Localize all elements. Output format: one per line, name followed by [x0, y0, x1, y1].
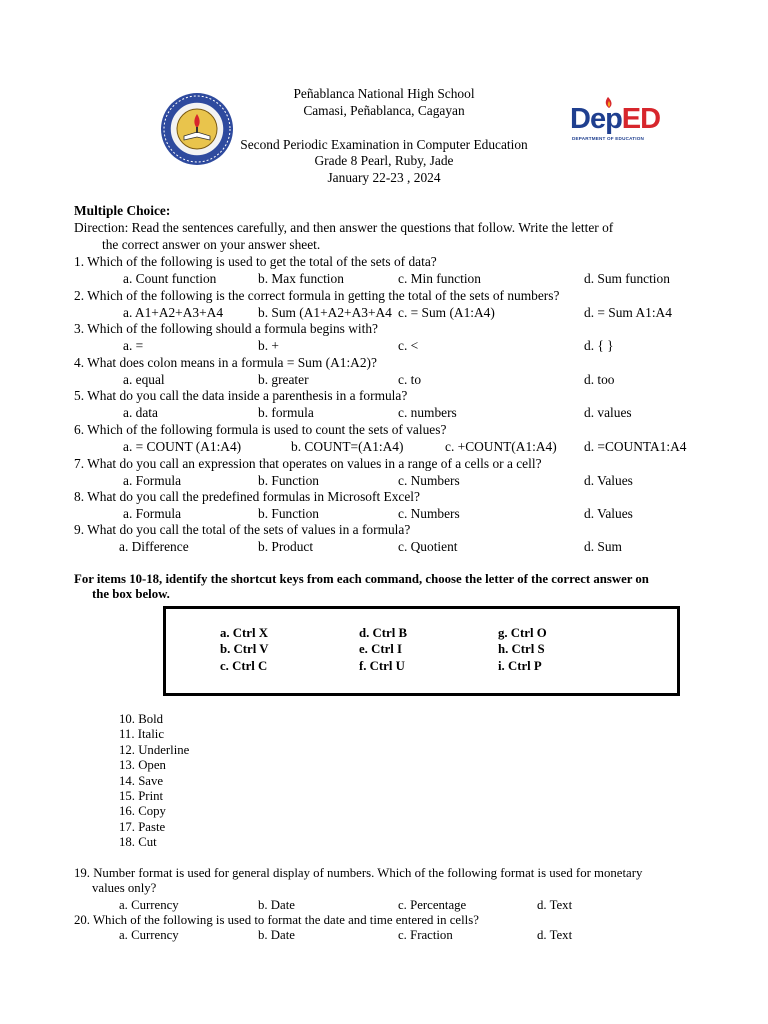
shortcut-instruction-line-1: For items 10-18, identify the shortcut keys from each command, choose the letter of the correct answer on: [74, 572, 649, 586]
school-address: Camasi, Peñablanca, Cagayan: [303, 103, 465, 118]
q19-option-c: c. Percentage: [398, 898, 467, 912]
direction-line-2: the correct answer on your answer sheet.: [102, 237, 321, 252]
question-19-line-2: values only?: [92, 881, 157, 895]
grade-sections: Grade 8 Pearl, Ruby, Jade: [314, 153, 454, 168]
q5-option-d: d. values: [584, 405, 632, 420]
question-6: 6. Which of the following formula is used to count the sets of values?: [74, 422, 447, 437]
q1-option-d: d. Sum function: [584, 271, 670, 286]
q7-option-a: a. Formula: [123, 473, 182, 488]
q8-option-a: a. Formula: [123, 506, 182, 521]
school-name: Peñablanca National High School: [293, 86, 475, 101]
q6-option-c: c. +COUNT(A1:A4): [445, 439, 557, 454]
q2-option-c: c. = Sum (A1:A4): [398, 305, 495, 320]
q2-option-d: d. = Sum A1:A4: [584, 305, 672, 320]
q19-option-a: a. Currency: [119, 898, 179, 912]
q1-option-c: c. Min function: [398, 271, 481, 286]
shortcut-item: 17. Paste: [119, 819, 166, 834]
q9-option-c: c. Quotient: [398, 539, 458, 554]
q20-option-a: a. Currency: [119, 928, 179, 942]
q19-option-d: d. Text: [537, 898, 573, 912]
q3-option-d: d. { }: [584, 338, 614, 353]
q20-option-c: c. Fraction: [398, 928, 453, 942]
question-20: 20. Which of the following is used to format the date and time entered in cells?: [74, 913, 479, 927]
q8-option-d: d. Values: [584, 506, 633, 521]
deped-subtitle: DEPARTMENT OF EDUCATION: [572, 136, 645, 141]
shortcut-option: h. Ctrl S: [498, 642, 545, 656]
q9-option-a: a. Difference: [119, 539, 189, 554]
q8-option-c: c. Numbers: [398, 506, 460, 521]
q6-option-b: b. COUNT=(A1:A4): [291, 439, 404, 454]
exam-title: Second Periodic Examination in Computer Education: [240, 137, 528, 152]
direction-line-1: Direction: Read the sentences carefully, and then answer the questions that follow. Write the letter of: [74, 220, 614, 235]
q19-option-b: b. Date: [258, 898, 295, 912]
q20-option-b: b. Date: [258, 928, 295, 942]
q4-option-d: d. too: [584, 372, 615, 387]
question-3: 3. Which of the following should a formula begins with?: [74, 321, 378, 336]
shortcut-item: 13. Open: [119, 758, 166, 773]
q3-option-a: a. =: [123, 338, 144, 353]
q4-option-c: c. to: [398, 372, 422, 387]
q5-option-a: a. data: [123, 405, 158, 420]
deped-logo: [568, 94, 674, 144]
question-8: 8. What do you call the predefined formulas in Microsoft Excel?: [74, 489, 420, 504]
question-9: 9. What do you call the total of the sets of values in a formula?: [74, 522, 411, 537]
shortcut-option: e. Ctrl I: [359, 642, 402, 656]
shortcut-item: 14. Save: [119, 773, 164, 788]
shortcut-instruction-line-2: the box below.: [92, 587, 170, 601]
q5-option-b: b. formula: [258, 405, 314, 420]
shortcut-item: 11. Italic: [119, 727, 165, 742]
question-19-line-1: 19. Number format is used for general display of numbers. Which of the following format is used for monetary: [74, 866, 643, 880]
q1-option-a: a. Count function: [123, 271, 217, 286]
section-title: Multiple Choice:: [74, 203, 171, 218]
shortcut-option: c. Ctrl C: [220, 659, 268, 673]
question-1: 1. Which of the following is used to get the total of the sets of data?: [74, 254, 437, 269]
q3-option-b: b. +: [258, 338, 279, 353]
shortcut-item: 10. Bold: [119, 712, 164, 726]
shortcut-option: g. Ctrl O: [498, 626, 547, 640]
q9-option-b: b. Product: [258, 539, 314, 554]
q2-option-a: a. A1+A2+A3+A4: [123, 305, 224, 320]
shortcut-item: 16. Copy: [119, 804, 166, 819]
q7-option-d: d. Values: [584, 473, 633, 488]
q1-option-b: b. Max function: [258, 271, 344, 286]
shortcut-option: b. Ctrl V: [220, 642, 269, 656]
shortcut-item: 18. Cut: [119, 835, 157, 850]
deped-text: DepED: [570, 103, 661, 135]
q4-option-b: b. greater: [258, 372, 309, 387]
q6-option-d: d. =COUNTA1:A4: [584, 439, 687, 454]
shortcut-item: 12. Underline: [119, 742, 190, 757]
shortcut-option: f. Ctrl U: [359, 659, 405, 673]
q3-option-c: c. <: [398, 338, 419, 353]
shortcut-item: 15. Print: [119, 789, 164, 803]
q6-option-a: a. = COUNT (A1:A4): [123, 439, 242, 454]
q2-option-b: b. Sum (A1+A2+A3+A4: [258, 305, 392, 320]
q20-option-d: d. Text: [537, 928, 573, 942]
question-4: 4. What does colon means in a formula = Sum (A1:A2)?: [74, 355, 377, 370]
q7-option-c: c. Numbers: [398, 473, 460, 488]
q8-option-b: b. Function: [258, 506, 320, 521]
shortcut-option: a. Ctrl X: [220, 626, 268, 640]
shortcut-option: d. Ctrl B: [359, 626, 407, 640]
q9-option-d: d. Sum: [584, 539, 622, 554]
shortcut-option: i. Ctrl P: [498, 659, 542, 673]
q4-option-a: a. equal: [123, 372, 165, 387]
question-5: 5. What do you call the data inside a parenthesis in a formula?: [74, 388, 408, 403]
q5-option-c: c. numbers: [398, 405, 457, 420]
question-7: 7. What do you call an expression that operates on values in a range of a cells or a cell?: [74, 456, 542, 471]
question-2: 2. Which of the following is the correct formula in getting the total of the sets of numbers?: [74, 288, 560, 303]
q7-option-b: b. Function: [258, 473, 320, 488]
exam-date: January 22-23 , 2024: [327, 170, 441, 185]
